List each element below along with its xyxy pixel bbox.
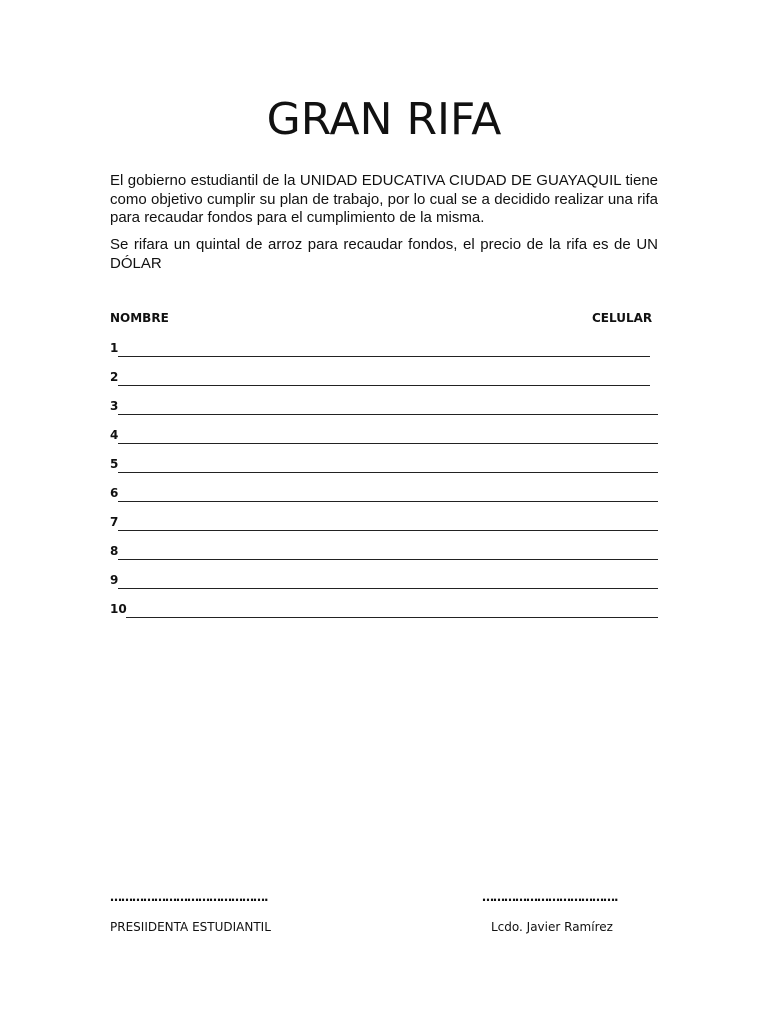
entry-blank-line[interactable] (118, 356, 650, 357)
entry-blank-line[interactable] (118, 385, 650, 386)
entry-blank-line[interactable] (118, 472, 658, 473)
entry-row[interactable] (110, 370, 650, 386)
intro-paragraph: El gobierno estudiantil de la UNIDAD EDUCATIVA CIUDAD DE GUAYAQUIL tiene como objetivo cumplir su plan de trabajo, por lo cual se a decidido realizar una rifa para recaudar fondos para el cumplimiento de la misma. (110, 172, 658, 226)
entry-blank-line[interactable] (118, 588, 658, 589)
entry-row[interactable] (110, 573, 658, 589)
entry-number: 4 (110, 428, 119, 442)
signature-label-president: PRESIIDENTA ESTUDIANTIL (110, 920, 271, 934)
entry-number: 8 (110, 544, 119, 558)
entry-number: 2 (110, 370, 119, 384)
entry-number: 10 (110, 602, 127, 616)
entry-blank-line[interactable] (118, 559, 658, 560)
entry-blank-line[interactable] (118, 530, 658, 531)
entry-row[interactable] (110, 457, 658, 473)
entry-blank-line[interactable] (118, 443, 658, 444)
entry-row[interactable] (110, 399, 658, 415)
entry-row[interactable] (110, 428, 658, 444)
entry-blank-line[interactable] (126, 617, 658, 618)
signature-line-right: ………………………………. (482, 890, 618, 904)
entry-number: 1 (110, 341, 119, 355)
entry-number: 6 (110, 486, 119, 500)
entry-row[interactable] (110, 544, 658, 560)
entry-number: 9 (110, 573, 119, 587)
entry-row[interactable] (110, 341, 650, 357)
entry-blank-line[interactable] (118, 414, 658, 415)
page-title: GRAN RIFA (266, 94, 502, 145)
signature-line-left: ……………………………………. (110, 890, 268, 904)
entry-row[interactable] (110, 515, 658, 531)
entry-row[interactable] (110, 602, 658, 618)
entry-number: 7 (110, 515, 119, 529)
entry-number: 5 (110, 457, 119, 471)
entry-blank-line[interactable] (118, 501, 658, 502)
entry-row[interactable] (110, 486, 658, 502)
entry-number: 3 (110, 399, 119, 413)
column-header-celular: CELULAR (592, 311, 653, 325)
signature-label-teacher: Lcdo. Javier Ramírez (491, 920, 613, 934)
column-header-nombre: NOMBRE (110, 311, 169, 325)
price-paragraph: Se rifara un quintal de arroz para recaudar fondos, el precio de la rifa es de UN DÓLAR (110, 236, 658, 272)
